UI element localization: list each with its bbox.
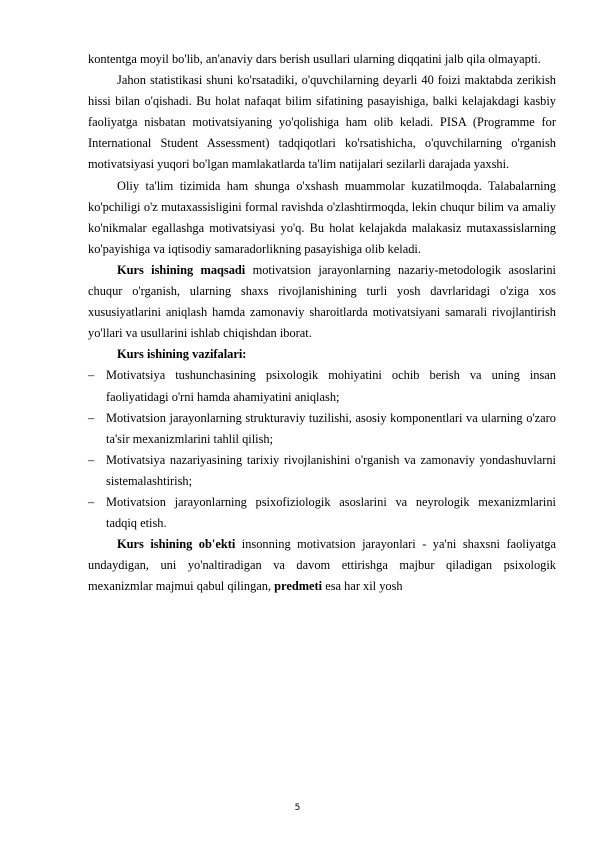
paragraph-continuation: kontentga moyil bo'lib, an'anaviy dars berish usullari ularning diqqatini jalb qila olmayapti. xyxy=(88,52,541,66)
paragraph-goal xyxy=(88,260,556,344)
paragraph-higher-education: Oliy ta'lim tizimida ham shunga o'xshash muammolar kuzatilmoqda. Talabalarning ko'pchiligi o'z mutaxassisligini formal ravishda o'zlashtirmoqda, lekin chuqur bilim va amaliy ko'nikmalar egallashga motivatsiyasi yo'q. Bu holat kelajakda malakasiz mutaxassislarning ko'payishiga va iqtisodiy samaradorlikning pasayishiga olib keladi. xyxy=(88,178,556,256)
list-item xyxy=(88,408,556,450)
dash-bullet: – xyxy=(88,410,95,425)
dash-bullet: – xyxy=(88,452,95,467)
paragraph-object xyxy=(88,534,556,597)
object-text: insonning motivatsion jarayonlari - ya'ni shaxsni faoliyatga undaydigan, uni yo'naltiradigan va davom ettirishga majbur qiladigan psixologik mexanizmlar majmui qabul qilingan, xyxy=(88,537,557,594)
task-text: Motivatsion jarayonlarning strukturaviy tuzilishi, asosiy komponentlari va ularning o'zaro ta'sir mexanizmlarini tahlil qilish; xyxy=(106,410,556,446)
dash-bullet: – xyxy=(88,494,95,509)
page-body xyxy=(88,49,556,597)
paragraph-statistics: Jahon statistikasi shuni ko'rsatadiki, o'quvchilarning deyarli 40 foizi maktabda zerikish hissi bilan o'qishadi. Bu holat nafaqat bilim sifatining pasayishiga, balki kelajakdagi kasbiy faoliyatga nisbatan motivatsiyaning yo'qolishiga ham olib keladi. PISA (Programme for International Student Assessment) tadqiqotlari ko'rsatishicha, o'quvchilarning o'rganish motivatsiyasi yuqori bo'lgan mamlakatlarda ta'lim natijalari sezilarli darajada yaxshi. xyxy=(88,73,556,172)
task-text: Motivatsion jarayonlarning psixofiziologik asoslarini va neyrologik mexanizmlarini tadqiq etish. xyxy=(106,494,556,531)
goal-label: Kurs ishining maqsadi xyxy=(117,262,246,277)
subject-label: predmeti xyxy=(274,579,323,594)
list-item xyxy=(88,450,556,492)
tasks-list xyxy=(88,365,556,534)
tasks-heading: Kurs ishining vazifalari: xyxy=(117,347,247,362)
list-item xyxy=(88,492,556,534)
subject-text: esa har xil yosh xyxy=(322,579,403,594)
task-text: Motivatsiya tushunchasining psixologik mohiyatini ochib berish va uning insan faoliyatidagi o'rni hamda ahamiyatini aniqlash; xyxy=(106,368,556,404)
object-label: Kurs ishining ob'ekti xyxy=(117,537,236,552)
goal-text: motivatsion jarayonlarning nazariy-metodologik asoslarini chuqur o'rganish, ularning shaxs rivojlanishining turli yosh davrlaridagi o'ziga xos xususiyatlarini aniqlash hamda zamonaviy sharoitlarda motivatsiyani samarali rivojlantirish yo'llari va usullarini ishlab chiqishdan iborat. xyxy=(88,262,556,341)
task-text: Motivatsiya nazariyasining tarixiy rivojlanishini o'rganish va zamonaviy yondashuvlarni sistemalashtirish; xyxy=(106,452,556,488)
dash-bullet: – xyxy=(88,368,95,383)
page-number: 5 xyxy=(294,803,301,813)
list-item xyxy=(88,365,556,407)
